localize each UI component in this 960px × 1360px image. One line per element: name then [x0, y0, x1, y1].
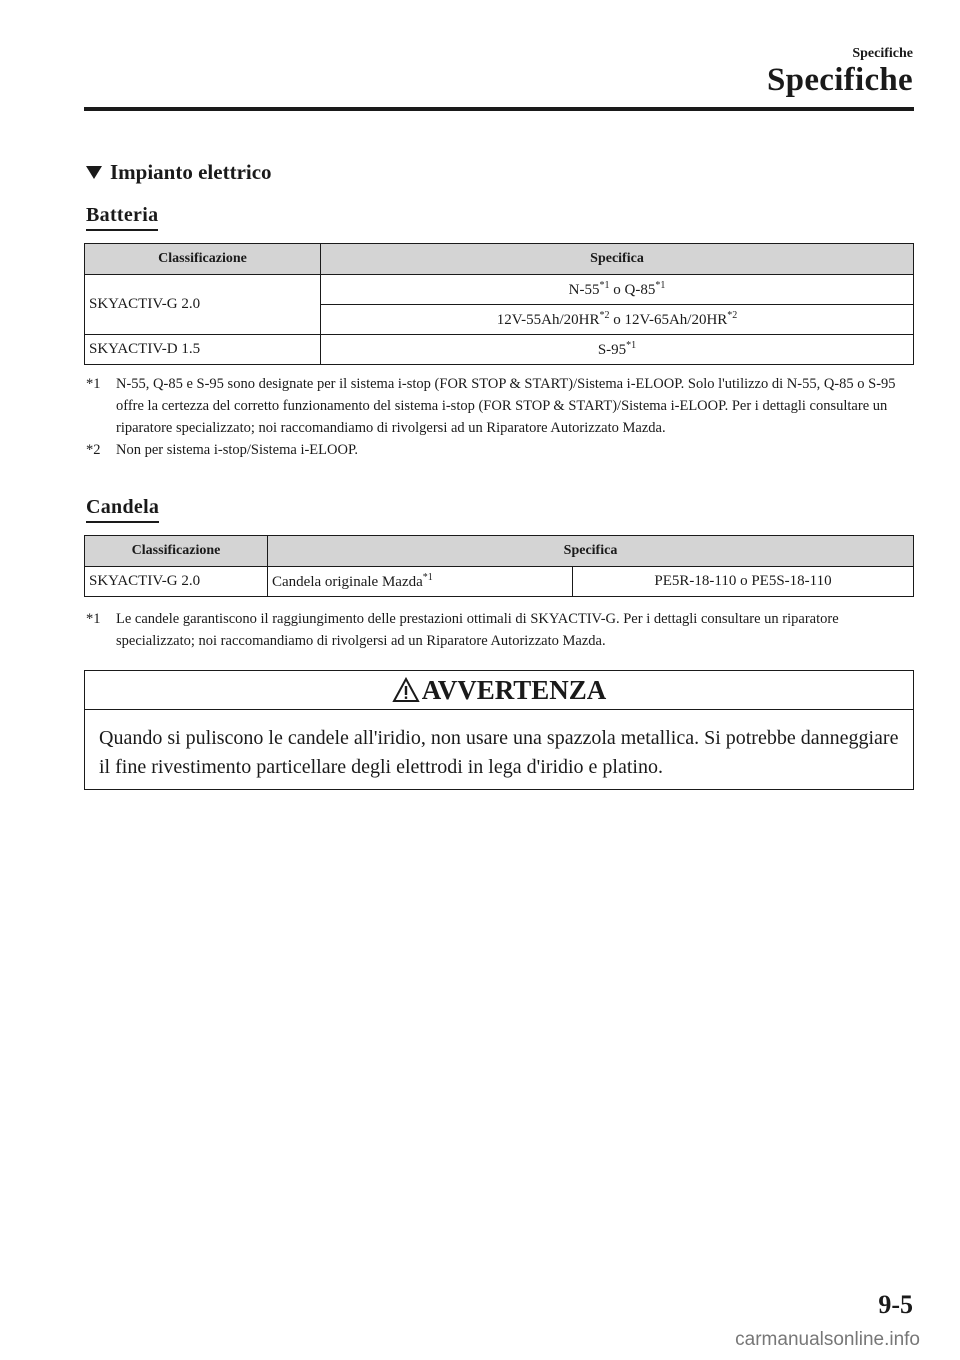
table-row [85, 335, 914, 365]
footnote-ref: *2 [727, 310, 738, 321]
header-section-title: Specifiche [767, 62, 913, 98]
batteria-table [84, 243, 914, 365]
table-row [85, 275, 914, 305]
warning-header [85, 671, 913, 710]
footnote-text: Non per sistema i-stop/Sistema i-ELOOP. [116, 442, 359, 458]
footnote-mark: *1 [86, 376, 101, 392]
watermark: carmanualsonline.info [735, 1329, 920, 1350]
footnote [86, 608, 916, 652]
column-header: Classificazione [85, 536, 268, 567]
footnote-text: Le candele garantiscono il raggiungimento delle prestazioni ottimali di SKYACTIV-G. Per i dettagli consultare un riparatore specializzato; noi raccomandiamo di rivolgersi ad un Riparatore Autorizzato Mazda. [116, 611, 839, 649]
table-cell-spec [321, 275, 914, 305]
footnote-text: N-55, Q-85 e S-95 sono designate per il sistema i-stop (FOR STOP & START)/Sistema i-ELOOP. Solo l'utilizzo di N-55, Q-85 o S-95 offre la certezza del corretto funzionamento del sistema i-stop (FOR STOP & START)/Sistema i-ELOOP. Per i dettagli consultare un riparatore specializzato; noi raccomandiamo di rivolgersi ad un Riparatore Autorizzato Mazda. [116, 376, 896, 436]
candela-table [84, 535, 914, 597]
warning-title: AVVERTENZA [421, 674, 607, 705]
spec-text: S-95 [597, 342, 627, 358]
table-cell-code: PE5R-18-110 o PE5S-18-110 [573, 567, 914, 597]
table-row [85, 567, 914, 597]
section-title-text: Impianto elettrico [110, 160, 272, 184]
spec-text: Candela originale Mazda [272, 574, 423, 590]
section-title [86, 160, 272, 185]
warning-triangle-icon [392, 677, 420, 703]
triangle-down-icon [86, 166, 102, 179]
footnote-mark: *2 [86, 442, 101, 458]
warning-text: Quando si puliscono le candele all'iridio, non usare una spazzola metallica. Si potrebbe danneggiare il fine rivestimento particellare degli elettrodi in lega d'iridio e platino. [99, 727, 899, 778]
table-cell-label: SKYACTIV-D 1.5 [85, 335, 321, 365]
page-number: 9-5 [878, 1290, 913, 1319]
footnote-ref: *1 [599, 280, 610, 291]
candela-title: Candela [86, 496, 159, 523]
table-cell-label: SKYACTIV-G 2.0 [85, 567, 268, 597]
footnote-ref: *1 [655, 280, 666, 291]
spec-text: o 12V-65Ah/20HR [609, 312, 728, 328]
table-header-row [85, 244, 914, 275]
footnote-ref: *1 [422, 572, 433, 583]
table-cell-spec [321, 335, 914, 365]
batteria-title: Batteria [86, 204, 158, 231]
candela-footnotes [86, 608, 916, 652]
table-cell-type [268, 567, 573, 597]
footnote-mark: *1 [86, 611, 101, 627]
spec-text: N-55 [568, 282, 600, 298]
column-header: Specifica [321, 244, 914, 275]
table-header-row [85, 536, 914, 567]
batteria-footnotes [86, 373, 916, 461]
footnote-ref: *2 [599, 310, 610, 321]
footnote [86, 373, 916, 439]
header-section-small: Specifiche [852, 46, 913, 61]
spec-text: o Q-85 [609, 282, 656, 298]
header-divider [84, 107, 914, 111]
footnote-ref: *1 [626, 340, 637, 351]
column-header: Classificazione [85, 244, 321, 275]
warning-box [84, 670, 914, 790]
column-header: Specifica [268, 536, 914, 567]
spec-text: 12V-55Ah/20HR [496, 312, 600, 328]
table-cell-spec [321, 305, 914, 335]
table-cell-label: SKYACTIV-G 2.0 [85, 275, 321, 335]
footnote [86, 439, 916, 461]
